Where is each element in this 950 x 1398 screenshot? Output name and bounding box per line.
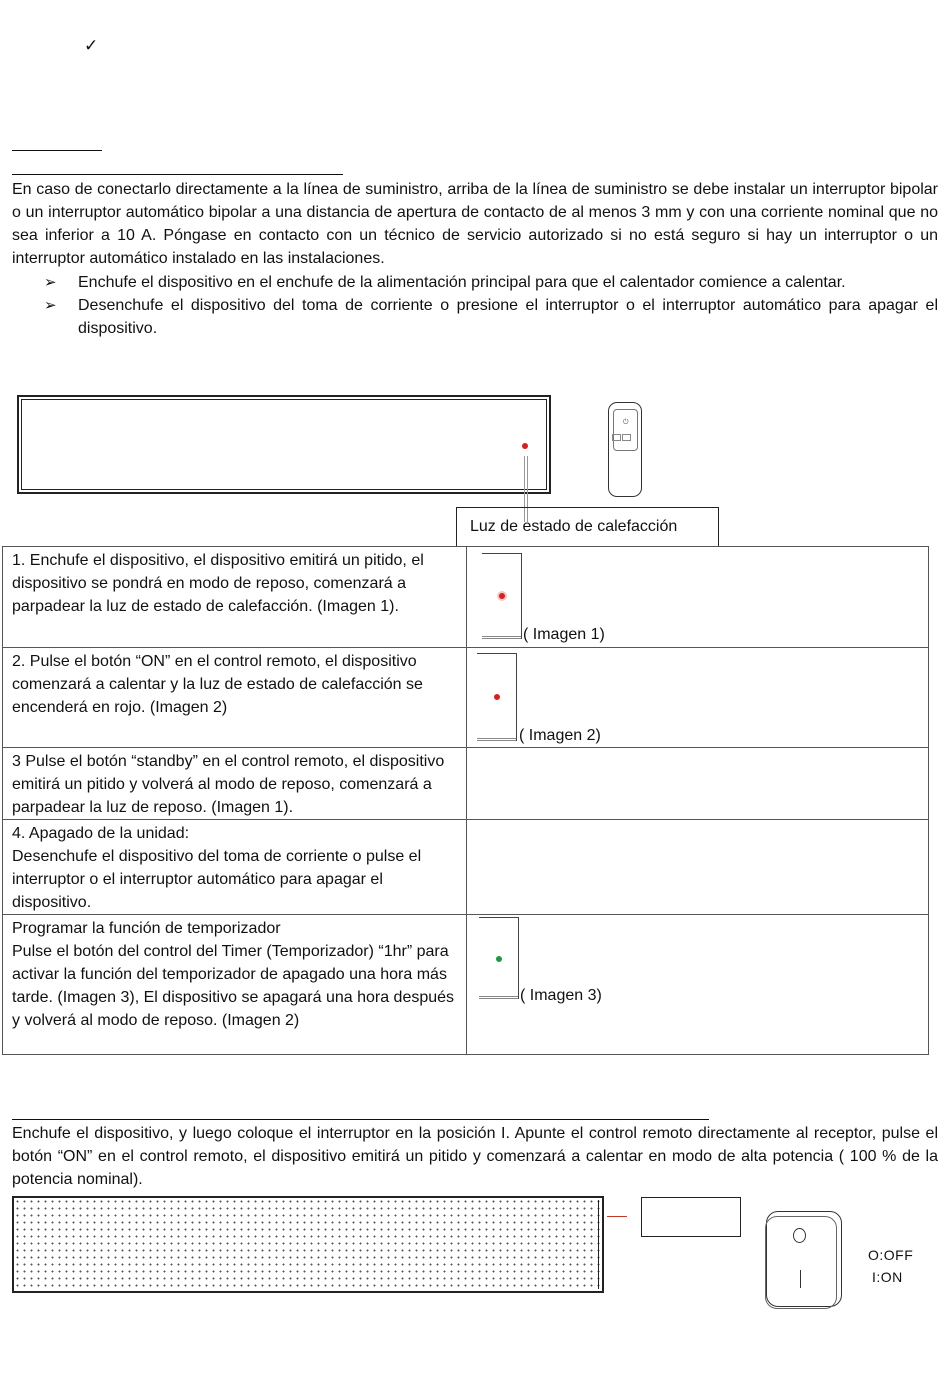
heating-led-icon [494,694,500,700]
timer-led-icon [496,956,502,962]
intro-paragraph: En caso de conectarlo directamente a la línea de suministro, arriba de la línea de suministro se debe instalar un interruptor bipolar o un interruptor automático bipolar a una distancia de apertura de contacto de al menos 3 mm y con una corriente nominal que no sea inferior a 10 A. Póngase en contacto con un técnico de servicio autorizado si no está seguro si hay un interruptor o un interruptor automático instalado en las instalaciones. [12,181,938,267]
step-image-cell [467,748,929,820]
step-text: 1. Enchufe el dispositivo, el dispositivo emitirá un pitido, el dispositivo se pondrá en modo de reposo, comenzará a parpadear la luz de estado de calefacción. (Imagen 1). [12,552,424,615]
second-paragraph: Enchufe el dispositivo, y luego coloque el interruptor en la posición I. Apunte el control remoto directamente al receptor, pulse el botón “ON” en el control remoto, el dispositivo emitirá un pitido y comenzará a calentar en modo de alta potencia ( 100 % de la potencia nominal). [12,1125,938,1188]
step-text: Pulse el botón del control del Timer (Temporizador) “1hr” para activar la función del temporizador de apagado una hora más tarde. (Imagen 3), El dispositivo se apagará una hora después y volverá al modo de reposo. (Imagen 2) [12,943,455,1029]
switch-on-label: I:ON [872,1269,903,1285]
image-caption: ( Imagen 3) [520,987,602,1004]
step-text-cell [3,547,467,648]
step-title: 4. Apagado de la unidad: [12,825,190,842]
table-row [3,547,929,648]
heading-rule-second [12,1119,709,1120]
steps-table [2,546,929,1055]
step-image-cell [467,820,929,915]
bullet-text: Desenchufe el dispositivo del toma de corriente o presione el interruptor o el interruptor automático para apagar el dispositivo. [78,297,938,337]
table-row [3,648,929,748]
power-switch-icon [766,1211,842,1307]
heating-status-label: Luz de estado de calefacción [456,507,719,547]
step-image-cell [467,547,929,648]
on-position-icon [800,1270,801,1288]
step-text: 2. Pulse el botón “ON” en el control remoto, el dispositivo comenzará a calentar y la luz de estado de calefacción se encenderá en rojo. (Imagen 2) [12,653,423,716]
step-text: 3 Pulse el botón “standby” en el control remoto, el dispositivo emitirá un pitido y volverá al modo de reposo, comenzará a parpadear la luz de reposo. (Imagen 1). [12,753,445,816]
table-row [3,748,929,820]
bullet-item [44,294,938,340]
arrow-bullet-icon: ➢ [44,296,57,314]
step-text-cell [3,748,467,820]
receiver-box [641,1197,741,1237]
remote-button-icon [612,434,621,441]
remote-control-icon [608,402,642,497]
image-caption: ( Imagen 2) [519,727,601,744]
instruction-bullets [44,271,938,340]
indicator-line [607,1216,627,1217]
image-caption: ( Imagen 1) [523,626,605,643]
arrow-bullet-icon: ➢ [44,273,57,291]
bullet-text: Enchufe el dispositivo en el enchufe de la alimentación principal para que el calentador comience a calentar. [78,274,846,291]
bullet-item [44,271,938,294]
remote-button-icon [622,434,631,441]
heading-rule-long [12,174,343,175]
heater-front-panel [12,1196,604,1293]
switch-legend [868,1244,913,1288]
step-text-cell [3,820,467,915]
blinking-led-icon [499,593,505,599]
power-glyph-icon: ⏻ [623,419,629,426]
table-row [3,820,929,915]
switch-off-label: O:OFF [868,1247,914,1263]
step-image-cell [467,915,929,1055]
off-position-icon [793,1228,806,1243]
step-title: Programar la función de temporizador [12,920,281,937]
step-text: Desenchufe el dispositivo del toma de corriente o pulse el interruptor o el interruptor automático para apagar el dispositivo. [12,848,422,911]
table-row [3,915,929,1055]
heading-rule-short [12,150,102,151]
step-image-cell [467,648,929,748]
step-text-cell [3,648,467,748]
heating-status-led-icon [522,443,528,449]
step-text-cell [3,915,467,1055]
remote-panel [613,409,638,451]
heater-diagram [17,395,551,494]
checkmark-icon: ✓ [84,36,99,56]
